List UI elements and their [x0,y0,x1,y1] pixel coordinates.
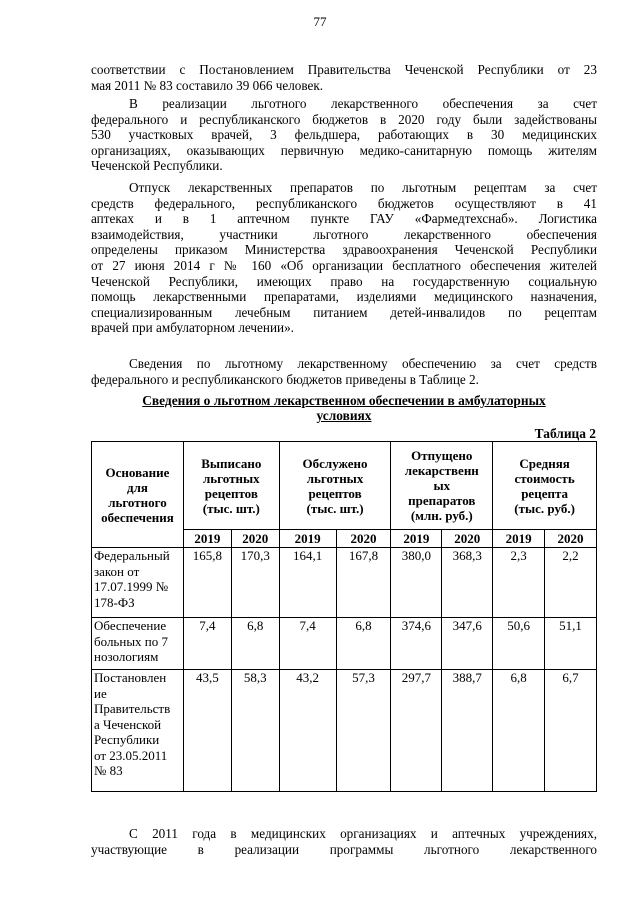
table-title [91,393,597,423]
text-line: Чеченской Республики. [91,158,223,174]
basis-text: а Чеченской [94,716,162,732]
basis-text: больных по 7 [94,633,169,649]
basis-text: нозологиям [94,649,159,664]
row-basis [92,618,184,670]
basis-text: Федеральный [94,548,170,563]
text-line: участвующие в реализации программы льготного лекарственного [91,841,597,857]
basis-text: 17.07.1999 № [94,579,169,594]
value-cell: 57,3 [336,670,391,792]
header-text: обеспечения [101,509,174,525]
page-number: 77 [313,14,327,29]
value-cell: 6,8 [493,670,545,792]
basis-text: ие [94,685,107,701]
value-cell: 2,2 [545,548,597,618]
basis-text: закон от [94,563,140,579]
text-line: определены приказом Министерства здравоохранения Чеченской Республики [91,242,597,258]
header-text: стоимость [514,470,575,486]
paragraph-5 [91,826,597,857]
year-cell: 2020 [442,530,493,548]
header-text: льготного [108,494,167,510]
value-cell: 165,8 [183,548,231,618]
text-line: Сведения по льготному лекарственному обеспечению за счет средств [129,356,597,371]
header-text: рецептов [204,485,258,501]
paragraph-2 [91,96,597,174]
value-cell: 43,2 [279,670,336,792]
value-cell: 6,7 [545,670,597,792]
header-text: льготных [306,470,364,486]
paragraph-1 [91,62,597,93]
value-cell: 164,1 [279,548,336,618]
value-cell: 51,1 [545,618,597,670]
text-line: организациях, оказывающих первичную медико-санитарную помощь жителям [91,142,597,158]
text-line: соответствии с Постановлением Правительства Чеченской Республики от 23 [91,62,597,77]
header-text: Основание [105,464,170,480]
value-cell: 347,6 [442,618,493,670]
value-cell: 7,4 [183,618,231,670]
value-cell: 58,3 [231,670,279,792]
text-line: от 27 июня 2014 г № 160 «Об организации бесплатного обеспечения жителей [91,257,597,273]
header-avg-cost [493,442,597,530]
value-cell: 43,5 [183,670,231,792]
benefits-table [91,441,597,792]
header-text: Отпущено [411,448,473,463]
value-cell: 297,7 [391,670,442,792]
header-text: рецепта [521,485,568,501]
text-line: специализированным лечебным питанием детей-инвалидов по рецептам [91,304,597,320]
header-served [279,442,391,530]
basis-text: Правительств [94,701,171,716]
text-line: аптеках и в 1 аптечном пункте ГАУ «Фармедтехснаб». Логистика [91,211,597,227]
text-line: федерального и республиканского бюджетов в 2020 году были задействованы [91,111,597,127]
table-title-line: условиях [316,408,372,423]
text-line: федерального и республиканского бюджетов приведены в Таблице 2. [91,371,479,387]
header-text: Обслужено [302,455,368,471]
header-text: Средняя [519,455,570,471]
text-line: 530 участковых врачей, 3 фельдшера, работающих в 30 медицинских [91,127,597,143]
basis-text: Обеспечение [94,618,167,633]
value-cell: 167,8 [336,548,391,618]
value-cell: 2,3 [493,548,545,618]
table-row [92,618,597,670]
year-cell: 2019 [183,530,231,548]
table-label: Таблица 2 [534,426,596,441]
header-text: (тыс. руб.) [514,500,575,516]
text-line: врачей при амбулаторном лечении». [91,320,294,336]
basis-text: от 23.05.2011 [94,747,168,763]
value-cell: 368,3 [442,548,493,618]
value-cell: 374,6 [391,618,442,670]
text-line: средств федерального, республиканского бюджетов осуществляют в 41 [91,195,597,211]
table-row [92,548,597,618]
value-cell: 7,4 [279,618,336,670]
text-line: мая 2011 № 83 составило 39 066 человек. [91,77,324,93]
text-line: В реализации льготного лекарственного обеспечения за счет [129,96,597,111]
header-text: рецептов [308,485,362,501]
year-cell: 2020 [231,530,279,548]
value-cell: 6,8 [231,618,279,670]
header-dispensed [391,442,493,530]
value-cell: 6,8 [336,618,391,670]
year-cell: 2019 [391,530,442,548]
text-line: помощь лекарственными препаратами, изделиями медицинского назначения, [91,289,597,305]
text-line: Отпуск лекарственных препаратов по льготным рецептам за счет [129,180,597,195]
text-line: взаимодействия, участники льготного лекарственного обеспечения [91,226,597,242]
header-text: лекарственн [404,463,479,478]
table-header-row [92,442,597,530]
header-text: для [127,479,148,495]
paragraph-4 [91,356,597,387]
row-basis [92,548,184,618]
value-cell: 388,7 [442,670,493,792]
header-text: (тыс. шт.) [306,500,364,516]
year-cell: 2020 [336,530,391,548]
basis-text: Республики [94,732,160,747]
header-text: Выписано [201,455,262,471]
header-text: (тыс. шт.) [202,500,260,516]
basis-text: 178-ФЗ [94,594,135,610]
header-text: (млн. руб.) [410,508,473,523]
paragraph-3 [91,180,597,336]
value-cell: 380,0 [391,548,442,618]
year-cell: 2019 [493,530,545,548]
text-line: С 2011 года в медицинских организациях и аптечных учреждениях, [129,826,597,841]
header-issued [183,442,279,530]
value-cell: 50,6 [493,618,545,670]
year-cell: 2019 [279,530,336,548]
table-title-line: Сведения о льготном лекарственном обеспечении в амбулаторных [142,393,546,408]
header-text: ых [433,478,451,493]
table-row [92,670,597,792]
header-basis [92,442,184,548]
value-cell: 170,3 [231,548,279,618]
basis-text: № 83 [94,763,123,778]
row-basis [92,670,184,792]
header-text: льготных [203,470,260,486]
basis-text: Постановлен [94,670,167,685]
text-line: Чеченской Республики, имеющих право на государственную социальную [91,273,597,289]
header-text: препаратов [408,493,476,508]
year-cell: 2020 [545,530,597,548]
